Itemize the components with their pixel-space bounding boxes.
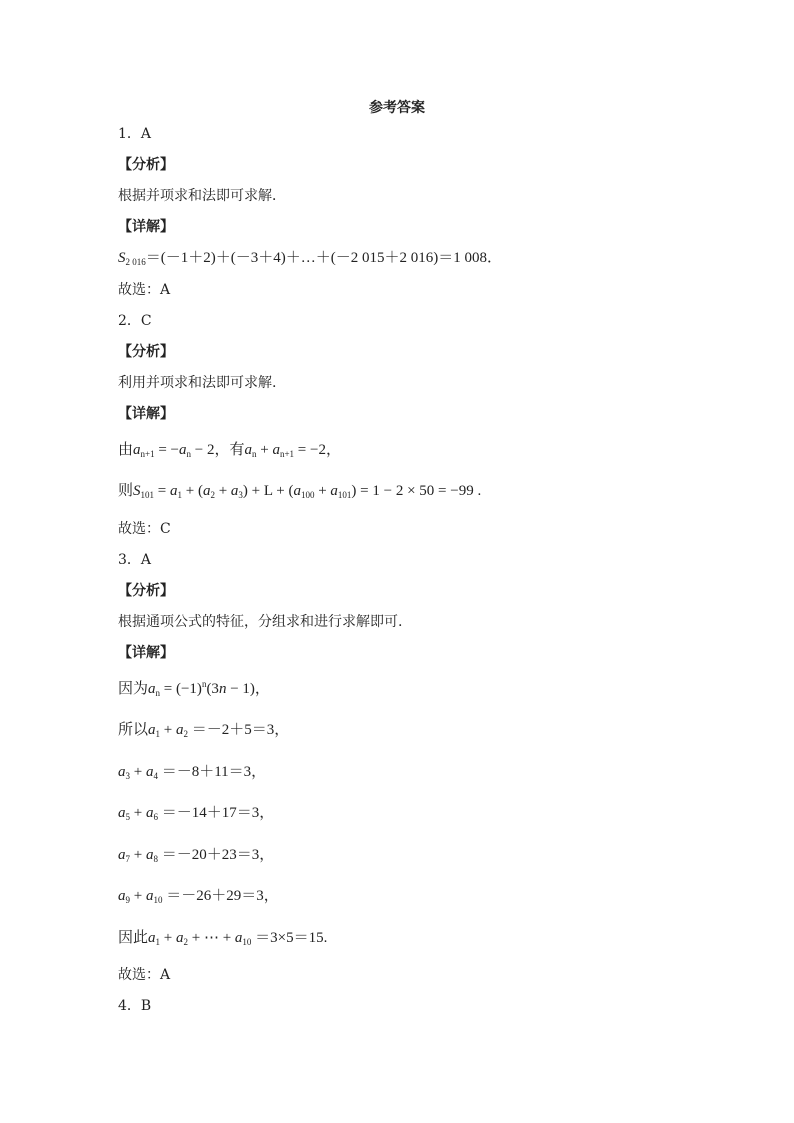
q2-detail-label: 【详解】 [118, 406, 174, 422]
q3-pair-3: $a_5 + a_6 =-14+17=3$， [118, 805, 275, 822]
q1-equation: $S_{2 016}=(-1+2)+(-3+4)+\dots+(-2$ 015＋2 016)＝1 008． [118, 250, 502, 267]
q1-analysis-label: 【分析】 [118, 157, 174, 173]
q3-analysis-text: 根据通项公式的特征，分组求和进行求解即可. [118, 614, 403, 630]
q3-pair-5: $a_9 + a_{10} =-26+29=3$， [118, 888, 279, 905]
q3-analysis-label: 【分析】 [118, 583, 174, 599]
q1-answer: 故选：A [118, 282, 171, 298]
q2-sum: 则$S_{101} = a_1 + (a_2 + a_3) + L + (a_{100} + a_{101}) = 1 - 2 \times 50 = -99$ . [118, 483, 482, 500]
q3-formula: 因为$a_n = (-1)^n(3n - 1)$， [118, 679, 270, 698]
q3-pair-2: $a_3 + a_4 =-8+11=3$， [118, 764, 267, 781]
q2-analysis-label: 【分析】 [118, 344, 174, 360]
page-title: 参考答案 [369, 100, 425, 116]
q2-recurrence: 由$a_{n+1} = -a_n - 2$，有$a_n + a_{n+1} = -2$， [118, 442, 341, 459]
q3-pair-1: 所以$a_1 + a_2 =-2+5=3$， [118, 722, 290, 739]
q1-detail-label: 【详解】 [118, 219, 174, 235]
q1-analysis-text: 根据并项求和法即可求解． [118, 188, 286, 204]
q3-pair-4: $a_7 + a_8 =-20+23=3$， [118, 847, 275, 864]
q3-detail-label: 【详解】 [118, 645, 174, 661]
q1-number: 1．A [118, 126, 152, 142]
q3-total: 因此$a_1 + a_2$ + ⋯ + $a_{10} =3\times 5=15$. [118, 930, 328, 947]
q3-answer: 故选：A [118, 967, 171, 983]
q2-answer: 故选：C [118, 521, 171, 537]
q4-number: 4．B [118, 998, 152, 1014]
q3-number: 3．A [118, 552, 152, 568]
q2-analysis-text: 利用并项求和法即可求解. [118, 375, 277, 391]
q2-number: 2．C [118, 313, 152, 329]
